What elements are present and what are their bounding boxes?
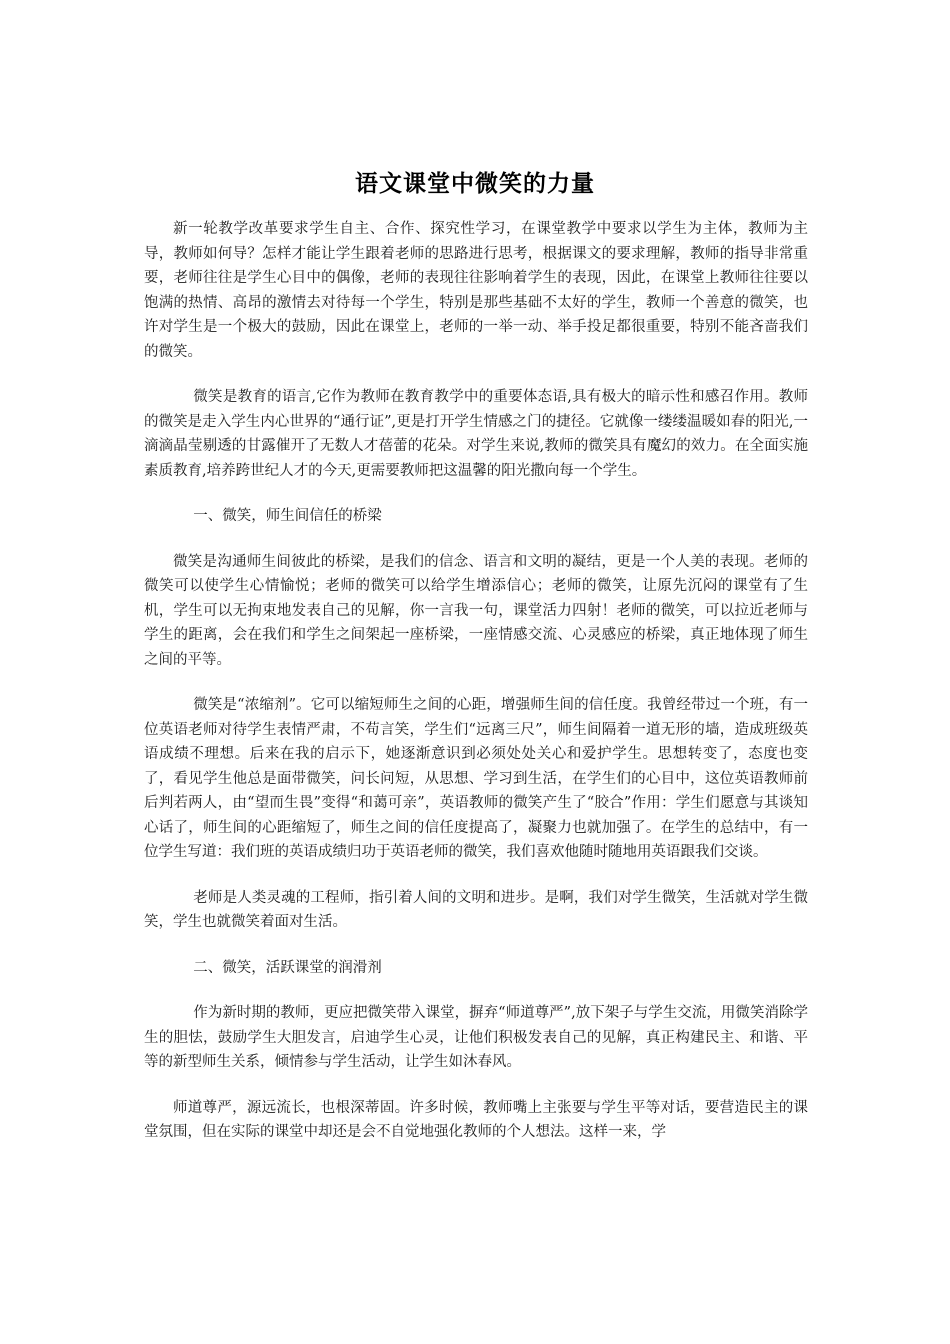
paragraph-engineer: 老师是人类灵魂的工程师，指引着人间的文明和进步。是啊，我们对学生微笑，生活就对学生微笑，学生也就微笑着面对生活。 bbox=[144, 889, 808, 930]
paragraph-intro: 新一轮教学改革要求学生自主、合作、探究性学习，在课堂教学中要求以学生为主体，教师为主导，教师如何导？怎样才能让学生跟着老师的思路进行思考，根据课文的要求理解，教师的指导非常重要，老师往往是学生心目中的偶像，老师的表现往往影响着学生的表现，因此，在课堂上教师往往要以饱满的热情、高昂的激情去对待每一个学生，特别是那些基础不太好的学生，教师一个善意的微笑，也许对学生是一个极大的鼓励，因此在课堂上，老师的一举一动、举手投足都很重要，特别不能吝啬我们的微笑。 bbox=[144, 221, 808, 360]
paragraph-concentrate: 微笑是“浓缩剂”。它可以缩短师生之间的心距，增强师生间的信任度。我曾经带过一个班，有一位英语老师对待学生表情严肃，不苟言笑，学生们“远离三尺”，师生间隔着一道无形的墙，造成班级英语成绩不理想。后来在我的启示下，她逐渐意识到必须处处关心和爱护学生。思想转变了，态度也变了，看见学生他总是面带微笑，问长问短，从思想、学习到生活，在学生们的心目中，这位英语教师前后判若两人，由“望而生畏”变得“和蔼可亲”，英语教师的微笑产生了“胶合”作用：学生们愿意与其谈知心话了，师生间的心距缩短了，师生之间的信任度提高了，凝聚力也就加强了。在学生的总结中，有一位学生写道：我们班的英语成绩归功于英语老师的微笑，我们喜欢他随时随地用英语跟我们交谈。 bbox=[144, 697, 808, 860]
section-heading-2: 二、微笑，活跃课堂的润滑剂 bbox=[193, 959, 382, 976]
document-body bbox=[144, 217, 808, 1166]
paragraph-smile-language: 微笑是教育的语言,它作为教师在教育教学中的重要体态语,具有极大的暗示性和感召作用。教师的微笑是走入学生内心世界的“通行证”,更是打开学生情感之门的捷径。它就像一缕缕温暖如春的阳光,一滴滴晶莹剔透的甘露催开了无数人才蓓蕾的花朵。对学生来说,教师的微笑具有魔幻的效力。在全面实施素质教育,培养跨世纪人才的今天,更需要教师把这温馨的阳光撒向每一个学生。 bbox=[144, 389, 808, 479]
paragraph-bridge: 微笑是沟通师生间彼此的桥梁，是我们的信念、语言和文明的凝结，更是一个人美的表现。老师的微笑可以使学生心情愉悦；老师的微笑可以给学生增添信心；老师的微笑，让原先沉闷的课堂有了生机，学生可以无拘束地发表自己的见解，你一言我一句，课堂活力四射！老师的微笑，可以拉近老师与学生的距离，会在我们和学生之间架起一座桥梁，一座情感交流、心灵感应的桥梁，真正地体现了师生之间的平等。 bbox=[144, 553, 808, 668]
document-title: 语文课堂中微笑的力量 bbox=[355, 171, 595, 197]
paragraph-dignity: 师道尊严，源远流长，也根深蒂固。许多时候，教师嘴上主张要与学生平等对话，要营造民主的课堂氛围，但在实际的课堂中却还是会不自觉地强化教师的个人想法。这样一来，学 bbox=[144, 1099, 808, 1140]
paragraph-new-era: 作为新时期的教师，更应把微笑带入课堂，摒弃“师道尊严”,放下架子与学生交流，用微笑消除学生的胆怯，鼓励学生大胆发言，启迪学生心灵，让他们积极发表自己的见解，真正构建民主、和谐、平等的新型师生关系，倾情参与学生活动，让学生如沐春风。 bbox=[144, 1005, 808, 1070]
section-heading-1: 一、微笑，师生间信任的桥梁 bbox=[193, 508, 382, 524]
